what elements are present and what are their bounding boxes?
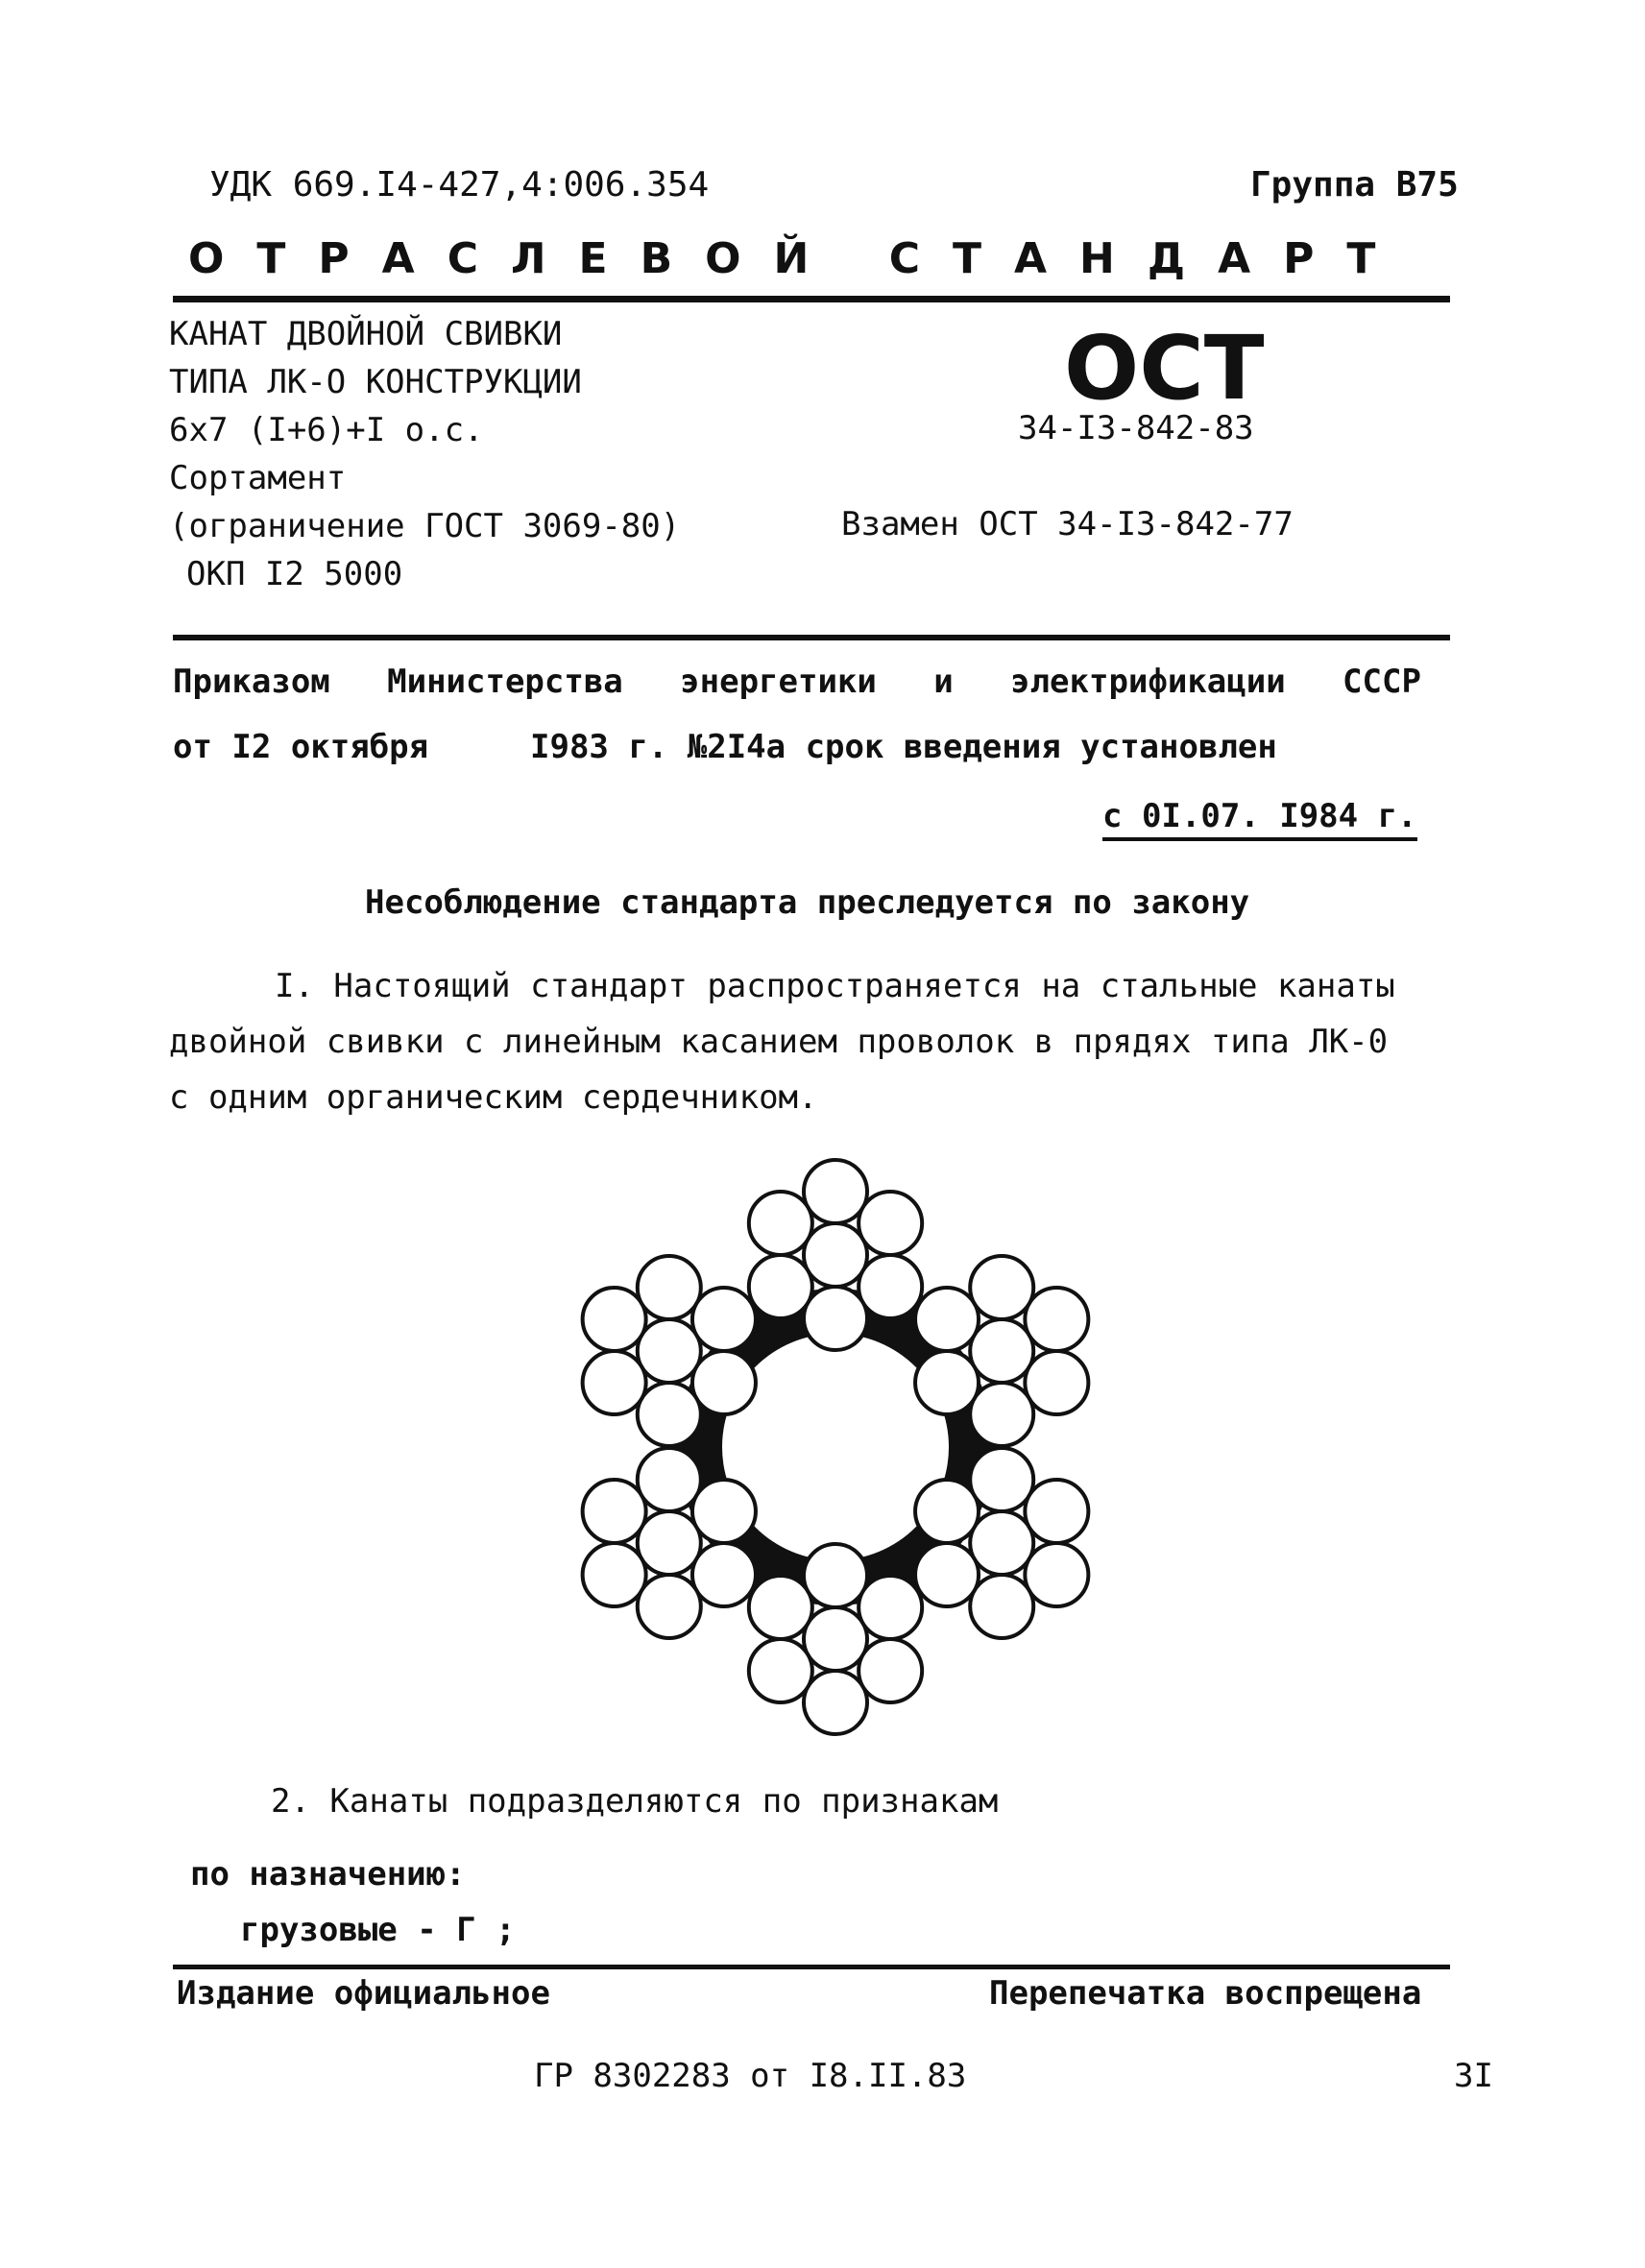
paragraph-2: 2. Канаты подразделяются по признакам xyxy=(271,1782,999,1821)
rope-core-inner xyxy=(722,1334,949,1560)
strand-wire xyxy=(859,1639,922,1702)
paragraph-line: двойной свивки с линейным касанием проволок в прядях типа ЛК-0 xyxy=(169,1023,1389,1061)
udk-code: УДК 669.I4-427,4:006.354 xyxy=(209,165,710,205)
title-line: 6х7 (I+6)+I о.с. xyxy=(169,411,484,449)
page-number: 3I xyxy=(1454,2057,1493,2095)
registration-number: ГР 8302283 от I8.II.83 xyxy=(534,2057,967,2095)
strand-wire xyxy=(970,1575,1033,1638)
strand-wire xyxy=(692,1543,756,1606)
effective-date xyxy=(1102,797,1417,835)
strand-wire xyxy=(583,1480,646,1543)
title-line: ТИПА ЛК-О КОНСТРУКЦИИ xyxy=(169,363,582,401)
strand-wire xyxy=(915,1543,979,1606)
decree-word: Приказом xyxy=(173,663,330,701)
group-code: Группа В75 xyxy=(1250,165,1459,205)
decree-word: энергетики xyxy=(680,663,877,701)
paragraph-1 xyxy=(169,958,1395,1125)
title-line: ОКП I2 5000 xyxy=(186,555,403,593)
strand-wire xyxy=(970,1383,1033,1446)
strand-wire xyxy=(638,1319,701,1383)
strand-wire xyxy=(638,1383,701,1446)
reprint-prohibited: Перепечатка воспрещена xyxy=(989,1974,1422,2013)
cargo-type: грузовые - Г ; xyxy=(240,1911,516,1949)
paragraph-line: с одним органическим сердечником. xyxy=(169,1078,818,1117)
strand-wire xyxy=(804,1544,867,1607)
strand-wire xyxy=(970,1511,1033,1575)
ost-number: 34-I3-842-83 xyxy=(1018,409,1254,447)
decree-word: и xyxy=(933,663,954,701)
strand-wire xyxy=(804,1287,867,1350)
strand-wire xyxy=(859,1255,922,1318)
title-rule xyxy=(173,635,1450,640)
strand-wire xyxy=(915,1480,979,1543)
strand-wire xyxy=(970,1319,1033,1383)
title-line: КАНАТ ДВОЙНОЙ СВИВКИ xyxy=(169,315,563,353)
paragraph-line: I. Настоящий стандарт распространяется на стальные канаты xyxy=(275,967,1395,1005)
strand-wire xyxy=(859,1192,922,1255)
strand-wire xyxy=(692,1351,756,1414)
strand-wire xyxy=(583,1288,646,1351)
strand-wire xyxy=(804,1671,867,1734)
strand-wire xyxy=(915,1351,979,1414)
header-rule xyxy=(173,296,1450,302)
strand-wire xyxy=(1025,1480,1088,1543)
strand-wire xyxy=(804,1223,867,1287)
decree-date: от I2 октября xyxy=(173,728,429,766)
strand-wire xyxy=(915,1288,979,1351)
strand-wire xyxy=(970,1256,1033,1319)
by-purpose-label: по назначению: xyxy=(190,1855,466,1894)
rope-cross-section-icon xyxy=(547,1147,1124,1752)
strand-wire xyxy=(692,1288,756,1351)
strand-wire xyxy=(749,1192,812,1255)
strand-wire xyxy=(638,1256,701,1319)
standard-type-banner: ОТРАСЛЕВОЙ СТАНДАРТ xyxy=(188,234,1409,283)
strand-wire xyxy=(638,1448,701,1511)
legal-notice: Несоблюдение стандарта преследуется по закону xyxy=(365,883,1250,922)
title-line: Сортамент xyxy=(169,459,347,497)
strand-wire xyxy=(583,1351,646,1414)
strand-wire xyxy=(804,1160,867,1223)
decree-word: СССР xyxy=(1343,663,1421,701)
title-block xyxy=(169,310,680,598)
official-edition: Издание официальное xyxy=(177,1974,550,2013)
strand-wire xyxy=(1025,1288,1088,1351)
strand-wire xyxy=(859,1576,922,1639)
strand-wire xyxy=(749,1576,812,1639)
strand-wire xyxy=(804,1607,867,1671)
decree-line-1 xyxy=(173,663,1421,701)
strand-wire xyxy=(1025,1351,1088,1414)
strand-wire xyxy=(638,1511,701,1575)
footer-rule xyxy=(173,1965,1450,1969)
replaces-note: Взамен ОСТ 34-I3-842-77 xyxy=(841,505,1294,543)
decree-order: I983 г. №2I4а срок введения установлен xyxy=(530,728,1277,766)
strand-wire xyxy=(583,1543,646,1606)
title-line: (ограничение ГОСТ 3069-80) xyxy=(169,507,681,545)
ost-label: ОСТ xyxy=(1064,317,1265,420)
effective-date-text: с 0I.07. I984 г. xyxy=(1102,797,1417,841)
strand-wire xyxy=(749,1255,812,1318)
strand-wire xyxy=(692,1480,756,1543)
decree-word: Министерства xyxy=(387,663,623,701)
strand-wire xyxy=(970,1448,1033,1511)
strand-wire xyxy=(1025,1543,1088,1606)
strand-wire xyxy=(749,1639,812,1702)
decree-word: электрификации xyxy=(1010,663,1286,701)
strand-wire xyxy=(638,1575,701,1638)
